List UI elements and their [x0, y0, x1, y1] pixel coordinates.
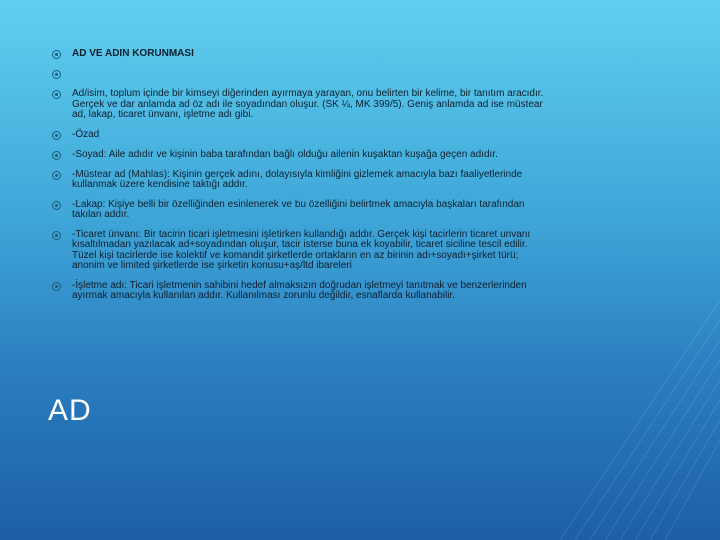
bullet-text: -Soyad: Aile adıdır ve kişinin baba tarafından bağlı olduğu ailenin kuşaktan kuşağa geçen adıdır.	[72, 148, 498, 160]
bullet-icon	[52, 151, 61, 160]
bullet-text: -Özad	[72, 128, 100, 140]
bullet-list	[52, 49, 552, 311]
bullet-item-heading	[52, 49, 552, 60]
slide-title: AD	[48, 394, 92, 427]
bullet-item-empty	[52, 69, 552, 80]
bullet-icon	[52, 171, 61, 180]
bullet-text: -Ticaret ünvanı: Bir tacirin ticari işletmesini işletirken kullandığı addır. Gerçek kişi tacirlerin ticaret unvanı kısaltılmadan yazılacak ad+soyadından oluşur, tacir isterse buna ek koyabilir, ticaret siciline tescil edilir. Tüzel kişi tacirlerde ise kolektif ve komandit şirketlerde ortakların en az birinin adı+soyadı+şirket türü; anonim ve limited şirketlerde ise şirketin konusu+aş/ltd ibareleri	[72, 228, 531, 271]
bullet-icon	[52, 90, 61, 99]
bullet-text: -Müstear ad (Mahlas): Kişinin gerçek adını, dolayısıyla kimliğini gizlemek amacıyla bazı faaliyetlerinde kullanmak üzere kendisine taktığı addır.	[72, 168, 523, 190]
bullet-text: -İşletme adı: Ticari işletmenin sahibini hedef almaksızın doğrudan işletmeyi tanıtmak ve benzerlerinden ayırmak amacıyla kullanılan addır. Kullanılması zorunlu değildir, esnaflarda kullanabilir.	[72, 279, 527, 301]
bullet-icon	[52, 201, 61, 210]
bullet-icon	[52, 131, 61, 140]
bullet-item-ozad	[52, 130, 552, 141]
bullet-text: -Lakap: Kişiye belli bir özelliğinden esinlenerek ve bu özelliğini belirtmek amacıyla başkaları tarafından takılan addır.	[72, 198, 525, 220]
bullet-item-mustear-ad	[52, 170, 552, 191]
bullet-text: AD VE ADIN KORUNMASI	[72, 48, 194, 59]
bullet-item-isletme-adi	[52, 281, 552, 302]
bullet-icon	[52, 231, 61, 240]
bullet-text: Ad/isim, toplum içinde bir kimseyi diğerinden ayırmaya yarayan, onu belirten bir kelime, bir tanıtım aracıdır. Gerçek ve dar anlamda ad öz adı ile soyadından oluşur. (SK ¼, MK 399/5). Geniş anlamda ad ise müstear ad, lakap, ticaret ünvanı, işletme adı gibi.	[72, 88, 544, 120]
bullet-item-ticaret-unvani	[52, 230, 552, 272]
bullet-item-soyad	[52, 150, 552, 161]
bullet-icon	[52, 282, 61, 291]
bullet-icon	[52, 70, 61, 79]
bullet-item-definition	[52, 89, 552, 121]
bullet-item-lakap	[52, 200, 552, 221]
bullet-icon	[52, 50, 61, 59]
